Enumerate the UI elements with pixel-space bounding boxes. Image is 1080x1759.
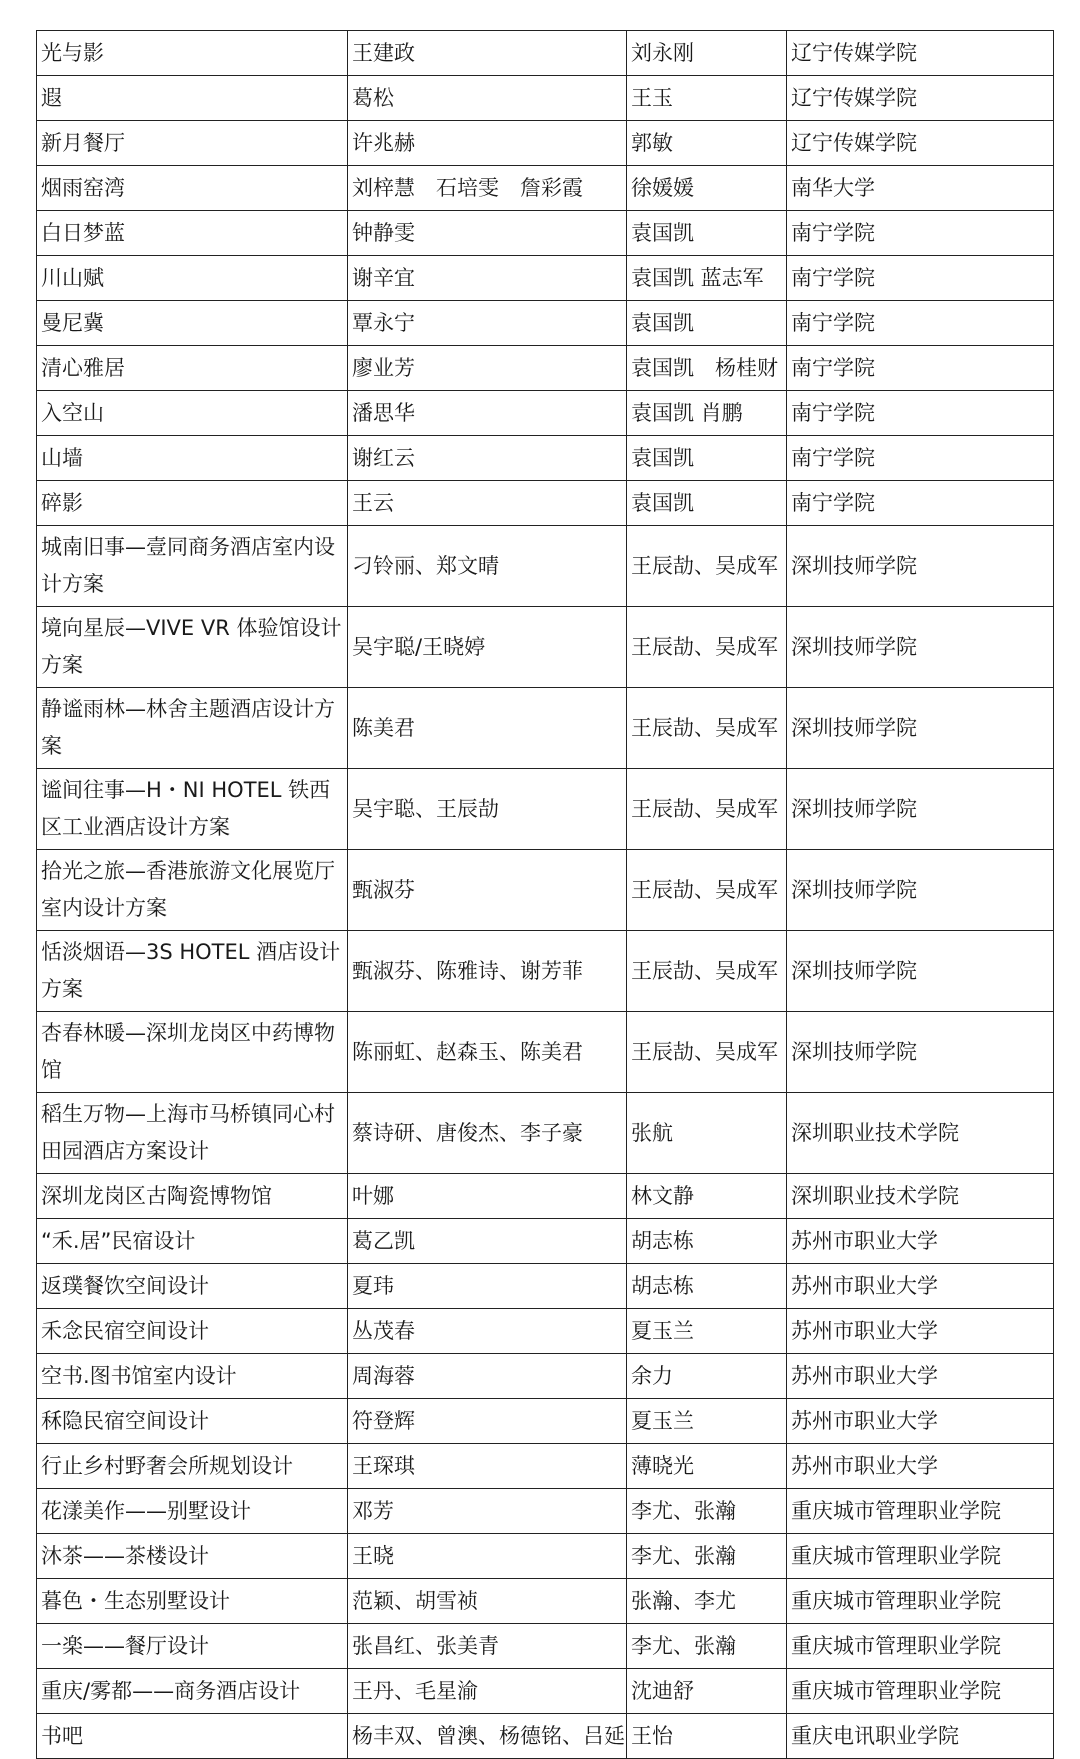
table-row — [37, 166, 1054, 211]
work-title-cell: 深圳龙岗区古陶瓷博物馆 — [37, 1174, 348, 1219]
results-table-container — [36, 30, 1053, 1759]
authors-cell: 甄淑芬、陈雅诗、谢芳菲 — [348, 931, 627, 1012]
table-row — [37, 436, 1054, 481]
authors-cell: 范颖、胡雪祯 — [348, 1579, 627, 1624]
table-row — [37, 850, 1054, 931]
advisor-cell: 胡志栋 — [627, 1264, 787, 1309]
table-row — [37, 1093, 1054, 1174]
school-cell: 苏州市职业大学 — [787, 1444, 1054, 1489]
table-row — [37, 1624, 1054, 1669]
school-cell: 深圳技师学院 — [787, 931, 1054, 1012]
work-title-cell: 禾念民宿空间设计 — [37, 1309, 348, 1354]
work-title-cell: 拾光之旅—香港旅游文化展览厅室内设计方案 — [37, 850, 348, 931]
work-title-cell: 静谧雨林—林舍主题酒店设计方案 — [37, 688, 348, 769]
advisor-cell: 徐媛媛 — [627, 166, 787, 211]
table-row — [37, 1219, 1054, 1264]
table-row — [37, 1264, 1054, 1309]
school-cell: 深圳技师学院 — [787, 526, 1054, 607]
work-title-cell: 返璞餐饮空间设计 — [37, 1264, 348, 1309]
advisor-cell: 袁国凯 — [627, 436, 787, 481]
advisor-cell: 余力 — [627, 1354, 787, 1399]
authors-cell: 吴宇聪、王辰劼 — [348, 769, 627, 850]
school-cell: 南华大学 — [787, 166, 1054, 211]
advisor-cell: 李尤、张瀚 — [627, 1534, 787, 1579]
advisor-cell: 刘永刚 — [627, 31, 787, 76]
advisor-cell: 王辰劼、吴成军 — [627, 931, 787, 1012]
school-cell: 南宁学院 — [787, 256, 1054, 301]
work-title-cell: 光与影 — [37, 31, 348, 76]
work-title-cell: 一楽——餐厅设计 — [37, 1624, 348, 1669]
school-cell: 苏州市职业大学 — [787, 1354, 1054, 1399]
work-title-cell: 城南旧事—壹同商务酒店室内设计方案 — [37, 526, 348, 607]
work-title-cell: 碎影 — [37, 481, 348, 526]
authors-cell: 甄淑芬 — [348, 850, 627, 931]
work-title-cell: 行止乡村野奢会所规划设计 — [37, 1444, 348, 1489]
authors-cell: 叶娜 — [348, 1174, 627, 1219]
work-title-cell: 新月餐厅 — [37, 121, 348, 166]
school-cell: 深圳技师学院 — [787, 769, 1054, 850]
advisor-cell: 袁国凯 肖鹏 — [627, 391, 787, 436]
authors-cell: 夏玮 — [348, 1264, 627, 1309]
school-cell: 南宁学院 — [787, 481, 1054, 526]
work-title-cell: 入空山 — [37, 391, 348, 436]
authors-cell: 王琛琪 — [348, 1444, 627, 1489]
advisor-cell: 郭敏 — [627, 121, 787, 166]
table-row — [37, 526, 1054, 607]
results-table-body — [37, 31, 1054, 1759]
authors-cell: 符登辉 — [348, 1399, 627, 1444]
school-cell: 南宁学院 — [787, 301, 1054, 346]
work-title-cell: 清心雅居 — [37, 346, 348, 391]
table-row — [37, 607, 1054, 688]
work-title-cell: “禾.居”民宿设计 — [37, 1219, 348, 1264]
advisor-cell: 李尤、张瀚 — [627, 1489, 787, 1534]
table-row — [37, 1309, 1054, 1354]
authors-cell: 杨丰双、曾澳、杨德铭、吕延 — [348, 1714, 627, 1759]
school-cell: 南宁学院 — [787, 346, 1054, 391]
work-title-cell: 空书.图书馆室内设计 — [37, 1354, 348, 1399]
table-row — [37, 931, 1054, 1012]
table-row — [37, 301, 1054, 346]
school-cell: 辽宁传媒学院 — [787, 121, 1054, 166]
table-row — [37, 391, 1054, 436]
advisor-cell: 王辰劼、吴成军 — [627, 607, 787, 688]
school-cell: 南宁学院 — [787, 391, 1054, 436]
authors-cell: 葛松 — [348, 76, 627, 121]
work-title-cell: 山墙 — [37, 436, 348, 481]
table-row — [37, 1354, 1054, 1399]
advisor-cell: 王辰劼、吴成军 — [627, 850, 787, 931]
table-row — [37, 76, 1054, 121]
school-cell: 重庆城市管理职业学院 — [787, 1669, 1054, 1714]
school-cell: 重庆城市管理职业学院 — [787, 1624, 1054, 1669]
school-cell: 辽宁传媒学院 — [787, 76, 1054, 121]
results-table — [36, 30, 1054, 1759]
school-cell: 南宁学院 — [787, 211, 1054, 256]
advisor-cell: 王辰劼、吴成军 — [627, 1012, 787, 1093]
school-cell: 重庆城市管理职业学院 — [787, 1534, 1054, 1579]
advisor-cell: 王怡 — [627, 1714, 787, 1759]
table-row — [37, 1444, 1054, 1489]
advisor-cell: 李尤、张瀚 — [627, 1624, 787, 1669]
advisor-cell: 袁国凯 — [627, 481, 787, 526]
work-title-cell: 遐 — [37, 76, 348, 121]
work-title-cell: 花漾美作——别墅设计 — [37, 1489, 348, 1534]
authors-cell: 谢辛宜 — [348, 256, 627, 301]
table-row — [37, 1174, 1054, 1219]
advisor-cell: 胡志栋 — [627, 1219, 787, 1264]
school-cell: 南宁学院 — [787, 436, 1054, 481]
table-row — [37, 1399, 1054, 1444]
authors-cell: 潘思华 — [348, 391, 627, 436]
advisor-cell: 张航 — [627, 1093, 787, 1174]
advisor-cell: 夏玉兰 — [627, 1399, 787, 1444]
authors-cell: 刘梓慧 石培雯 詹彩霞 — [348, 166, 627, 211]
school-cell: 苏州市职业大学 — [787, 1309, 1054, 1354]
work-title-cell: 稻生万物—上海市马桥镇同心村田园酒店方案设计 — [37, 1093, 348, 1174]
work-title-cell: 恬淡烟语—3S HOTEL 酒店设计方案 — [37, 931, 348, 1012]
school-cell: 深圳技师学院 — [787, 850, 1054, 931]
advisor-cell: 王辰劼、吴成军 — [627, 688, 787, 769]
school-cell: 重庆城市管理职业学院 — [787, 1489, 1054, 1534]
table-row — [37, 1012, 1054, 1093]
school-cell: 苏州市职业大学 — [787, 1399, 1054, 1444]
table-row — [37, 688, 1054, 769]
authors-cell: 钟静雯 — [348, 211, 627, 256]
authors-cell: 葛乙凯 — [348, 1219, 627, 1264]
school-cell: 深圳技师学院 — [787, 1012, 1054, 1093]
authors-cell: 廖业芳 — [348, 346, 627, 391]
table-row — [37, 481, 1054, 526]
table-row — [37, 346, 1054, 391]
advisor-cell: 沈迪舒 — [627, 1669, 787, 1714]
work-title-cell: 重庆/雾都——商务酒店设计 — [37, 1669, 348, 1714]
advisor-cell: 袁国凯 蓝志军 — [627, 256, 787, 301]
table-row — [37, 1534, 1054, 1579]
work-title-cell: 暮色・生态别墅设计 — [37, 1579, 348, 1624]
advisor-cell: 王辰劼、吴成军 — [627, 769, 787, 850]
advisor-cell: 薄晓光 — [627, 1444, 787, 1489]
authors-cell: 吴宇聪/王晓婷 — [348, 607, 627, 688]
table-row — [37, 1489, 1054, 1534]
school-cell: 重庆城市管理职业学院 — [787, 1579, 1054, 1624]
authors-cell: 邓芳 — [348, 1489, 627, 1534]
school-cell: 辽宁传媒学院 — [787, 31, 1054, 76]
advisor-cell: 夏玉兰 — [627, 1309, 787, 1354]
advisor-cell: 袁国凯 — [627, 301, 787, 346]
table-row — [37, 121, 1054, 166]
authors-cell: 丛茂春 — [348, 1309, 627, 1354]
authors-cell: 蔡诗研、唐俊杰、李子豪 — [348, 1093, 627, 1174]
authors-cell: 陈丽虹、赵森玉、陈美君 — [348, 1012, 627, 1093]
authors-cell: 王云 — [348, 481, 627, 526]
school-cell: 深圳职业技术学院 — [787, 1093, 1054, 1174]
authors-cell: 覃永宁 — [348, 301, 627, 346]
table-row — [37, 1669, 1054, 1714]
table-row — [37, 31, 1054, 76]
table-row — [37, 1714, 1054, 1759]
advisor-cell: 袁国凯 杨桂财 — [627, 346, 787, 391]
authors-cell: 张昌红、张美青 — [348, 1624, 627, 1669]
authors-cell: 周海蓉 — [348, 1354, 627, 1399]
work-title-cell: 杏春林暖—深圳龙岗区中药博物馆 — [37, 1012, 348, 1093]
work-title-cell: 书吧 — [37, 1714, 348, 1759]
work-title-cell: 曼尼冀 — [37, 301, 348, 346]
school-cell: 苏州市职业大学 — [787, 1264, 1054, 1309]
authors-cell: 许兆赫 — [348, 121, 627, 166]
school-cell: 苏州市职业大学 — [787, 1219, 1054, 1264]
work-title-cell: 沐茶——茶楼设计 — [37, 1534, 348, 1579]
authors-cell: 王晓 — [348, 1534, 627, 1579]
authors-cell: 王建政 — [348, 31, 627, 76]
authors-cell: 刁铃丽、郑文晴 — [348, 526, 627, 607]
authors-cell: 谢红云 — [348, 436, 627, 481]
work-title-cell: 川山赋 — [37, 256, 348, 301]
work-title-cell: 白日梦蓝 — [37, 211, 348, 256]
school-cell: 深圳职业技术学院 — [787, 1174, 1054, 1219]
advisor-cell: 张瀚、李尤 — [627, 1579, 787, 1624]
school-cell: 深圳技师学院 — [787, 688, 1054, 769]
table-row — [37, 1579, 1054, 1624]
table-row — [37, 769, 1054, 850]
advisor-cell: 袁国凯 — [627, 211, 787, 256]
work-title-cell: 谧间往事—H・NI HOTEL 铁西区工业酒店设计方案 — [37, 769, 348, 850]
authors-cell: 王丹、毛星渝 — [348, 1669, 627, 1714]
table-row — [37, 211, 1054, 256]
authors-cell: 陈美君 — [348, 688, 627, 769]
table-row — [37, 256, 1054, 301]
work-title-cell: 境向星辰—VIVE VR 体验馆设计方案 — [37, 607, 348, 688]
school-cell: 重庆电讯职业学院 — [787, 1714, 1054, 1759]
advisor-cell: 林文静 — [627, 1174, 787, 1219]
advisor-cell: 王玉 — [627, 76, 787, 121]
advisor-cell: 王辰劼、吴成军 — [627, 526, 787, 607]
work-title-cell: 烟雨窑湾 — [37, 166, 348, 211]
work-title-cell: 秝隐民宿空间设计 — [37, 1399, 348, 1444]
school-cell: 深圳技师学院 — [787, 607, 1054, 688]
